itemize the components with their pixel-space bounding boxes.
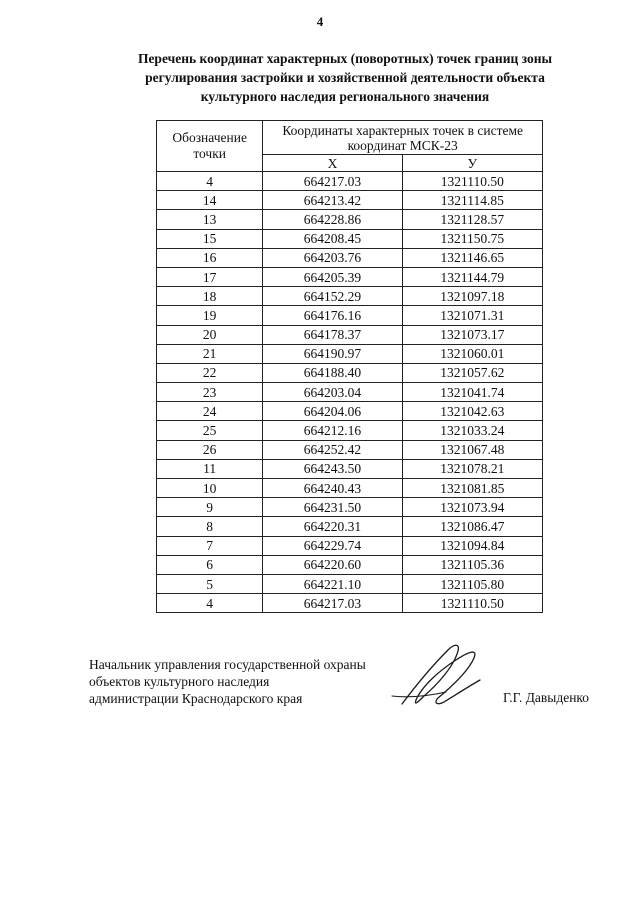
y-cell: 1321078.21 (402, 459, 542, 478)
y-cell: 1321150.75 (402, 229, 542, 248)
y-cell: 1321105.80 (402, 574, 542, 593)
table-row (157, 172, 543, 191)
table-row (157, 191, 543, 210)
table-row (157, 479, 543, 498)
point-cell: 24 (157, 402, 263, 421)
x-cell: 664152.29 (263, 287, 402, 306)
point-cell: 7 (157, 536, 263, 555)
y-cell: 1321067.48 (402, 440, 542, 459)
table-row (157, 555, 543, 574)
header-coordinate-system (263, 121, 543, 155)
y-cell: 1321060.01 (402, 344, 542, 363)
x-cell: 664228.86 (263, 210, 402, 229)
y-cell: 1321057.62 (402, 363, 542, 382)
y-cell: 1321033.24 (402, 421, 542, 440)
title-line-2: регулирования застройки и хозяйственной деятельности объекта (145, 70, 545, 85)
y-cell: 1321110.50 (402, 172, 542, 191)
header-x: Х (263, 155, 402, 172)
handwritten-signature (388, 636, 488, 716)
header-point-designation (157, 121, 263, 172)
table-row (157, 229, 543, 248)
signatory-title (89, 656, 366, 707)
x-cell: 664203.04 (263, 383, 402, 402)
signatory-line-2: объектов культурного наследия (89, 674, 270, 689)
point-cell: 17 (157, 267, 263, 286)
y-cell: 1321094.84 (402, 536, 542, 555)
y-cell: 1321073.94 (402, 498, 542, 517)
header-system-line-2: координат МСК-23 (347, 137, 458, 153)
title-line-3: культурного наследия регионального значения (200, 89, 490, 104)
header-point-line-1: Обозначение (172, 130, 247, 145)
x-cell: 664217.03 (263, 594, 402, 613)
x-cell: 664204.06 (263, 402, 402, 421)
x-cell: 664231.50 (263, 498, 402, 517)
header-y: У (402, 155, 542, 172)
table-row (157, 210, 543, 229)
point-cell: 6 (157, 555, 263, 574)
table-row (157, 498, 543, 517)
y-cell: 1321071.31 (402, 306, 542, 325)
x-cell: 664220.60 (263, 555, 402, 574)
point-cell: 21 (157, 344, 263, 363)
header-point-line-2: точки (193, 146, 227, 161)
y-cell: 1321073.17 (402, 325, 542, 344)
table-row (157, 344, 543, 363)
y-cell: 1321114.85 (402, 191, 542, 210)
x-cell: 664203.76 (263, 248, 402, 267)
x-cell: 664188.40 (263, 363, 402, 382)
signatory-line-1: Начальник управления государственной охраны (89, 657, 366, 672)
point-cell: 4 (157, 594, 263, 613)
y-cell: 1321041.74 (402, 383, 542, 402)
point-cell: 8 (157, 517, 263, 536)
table-row (157, 594, 543, 613)
signer-name: Г.Г. Давыденко (503, 690, 590, 705)
point-cell: 25 (157, 421, 263, 440)
table-row (157, 248, 543, 267)
x-cell: 664176.16 (263, 306, 402, 325)
y-cell: 1321081.85 (402, 479, 542, 498)
page-number: 4 (316, 14, 324, 29)
x-cell: 664243.50 (263, 459, 402, 478)
document-title (100, 49, 590, 106)
table-row (157, 402, 543, 421)
point-cell: 22 (157, 363, 263, 382)
point-cell: 14 (157, 191, 263, 210)
table-row (157, 536, 543, 555)
point-cell: 11 (157, 459, 263, 478)
y-cell: 1321105.36 (402, 555, 542, 574)
point-cell: 13 (157, 210, 263, 229)
table-row (157, 267, 543, 286)
x-cell: 664213.42 (263, 191, 402, 210)
point-cell: 10 (157, 479, 263, 498)
table-row (157, 363, 543, 382)
x-cell: 664217.03 (263, 172, 402, 191)
y-cell: 1321146.65 (402, 248, 542, 267)
table-row (157, 440, 543, 459)
x-cell: 664208.45 (263, 229, 402, 248)
x-cell: 664205.39 (263, 267, 402, 286)
point-cell: 15 (157, 229, 263, 248)
x-cell: 664178.37 (263, 325, 402, 344)
point-cell: 9 (157, 498, 263, 517)
x-cell: 664252.42 (263, 440, 402, 459)
point-cell: 19 (157, 306, 263, 325)
point-cell: 26 (157, 440, 263, 459)
y-cell: 1321128.57 (402, 210, 542, 229)
x-cell: 664190.97 (263, 344, 402, 363)
point-cell: 20 (157, 325, 263, 344)
table-row (157, 383, 543, 402)
table-row (157, 287, 543, 306)
table-row (157, 421, 543, 440)
y-cell: 1321097.18 (402, 287, 542, 306)
signatory-line-3: администрации Краснодарского края (89, 691, 303, 706)
y-cell: 1321144.79 (402, 267, 542, 286)
x-cell: 664212.16 (263, 421, 402, 440)
coordinates-table (156, 120, 543, 613)
table-row (157, 459, 543, 478)
header-system-line-1: Координаты характерных точек в системе (282, 122, 523, 138)
point-cell: 5 (157, 574, 263, 593)
x-cell: 664221.10 (263, 574, 402, 593)
point-cell: 16 (157, 248, 263, 267)
y-cell: 1321110.50 (402, 594, 542, 613)
title-line-1: Перечень координат характерных (поворотных) точек границ зоны (137, 51, 553, 66)
table-row (157, 517, 543, 536)
point-cell: 23 (157, 383, 263, 402)
table-row (157, 306, 543, 325)
point-cell: 18 (157, 287, 263, 306)
y-cell: 1321086.47 (402, 517, 542, 536)
x-cell: 664220.31 (263, 517, 402, 536)
x-cell: 664229.74 (263, 536, 402, 555)
point-cell: 4 (157, 172, 263, 191)
y-cell: 1321042.63 (402, 402, 542, 421)
x-cell: 664240.43 (263, 479, 402, 498)
table-row (157, 325, 543, 344)
table-row (157, 574, 543, 593)
